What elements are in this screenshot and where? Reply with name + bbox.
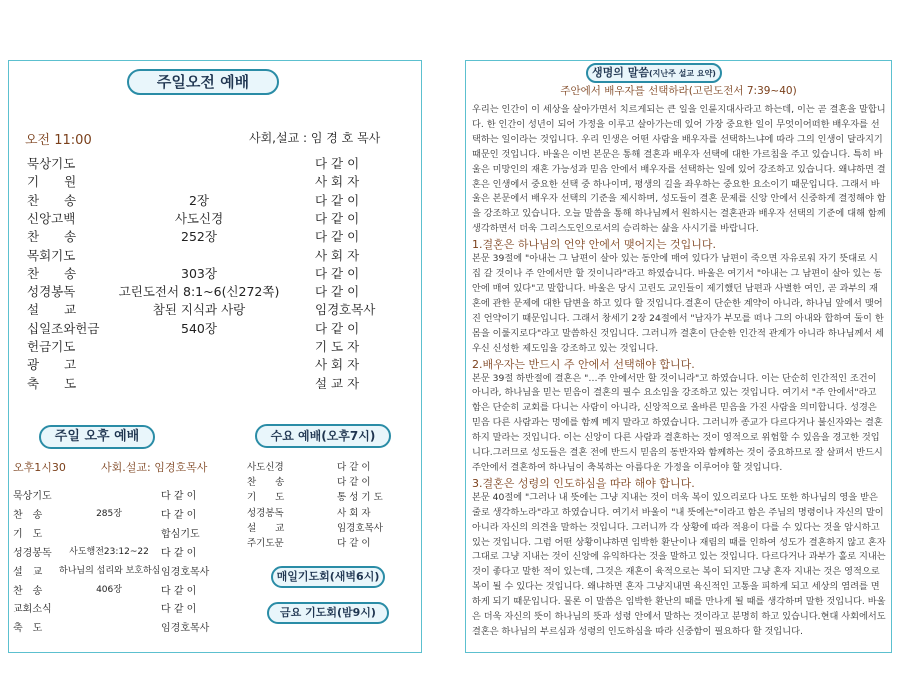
afternoon-time: 오후1시30 bbox=[13, 461, 66, 474]
order-item-label: 사도신경 bbox=[247, 462, 284, 473]
order-item-label: 교회소식 bbox=[13, 604, 52, 616]
order-item-label: 찬 송 bbox=[27, 229, 77, 245]
order-item-detail: 406장 bbox=[96, 584, 122, 595]
afternoon-service-title: 주일 오후 예배 bbox=[39, 425, 155, 449]
order-item-label: 설 교 bbox=[13, 566, 43, 578]
order-item-leader: 임경호목사 bbox=[161, 566, 210, 578]
order-item-leader: 다 같 이 bbox=[161, 604, 197, 616]
order-item-detail: 참된 지식과 사랑 bbox=[152, 302, 246, 318]
order-item-leader: 다 같 이 bbox=[161, 585, 197, 597]
order-item-detail: 고린도전서 8:1~6(신272쪽) bbox=[118, 284, 280, 300]
order-item-leader: 임경호목사 bbox=[337, 522, 383, 534]
order-item-label: 설 교 bbox=[27, 302, 77, 318]
sermon-point-heading: 3.결혼은 성령의 인도하심을 따라 해야 합니다. bbox=[472, 476, 695, 490]
order-item-label: 축 도 bbox=[13, 623, 43, 635]
order-item-leader: 다 같 이 bbox=[315, 192, 360, 208]
morning-time: 오전 11:00 bbox=[25, 133, 92, 148]
wednesday-service-title: 수요 예배(오후7시) bbox=[255, 424, 391, 448]
order-item-leader: 기 도 자 bbox=[315, 339, 360, 354]
order-item-detail: 사도행전23:12~22 bbox=[69, 546, 149, 557]
order-item-leader: 다 같 이 bbox=[315, 320, 360, 336]
order-item-leader: 사 회 자 bbox=[315, 247, 360, 263]
order-item-label: 주기도문 bbox=[247, 538, 284, 549]
sermon-paragraph: 우리는 인간이 이 세상을 살아가면서 치르게되는 큰 일을 인륜지대사라고 하는데, 이는 곧 결혼을 말합니다. 한 인간이 성년이 되어 가정을 이루고 살아가는데 있어 가장 중요한 일이 무엇이어떠한 배우자를 선택하는 일이라는 것입니다. 우리 인생은 어떤 사람을 배우자를 선택하느냐에 따라 그의 인생이 달라지기 때문인 것입니다. 바울은 이번 본문은 통해 결혼과 배우자 선택에 대한 가르침을 주고 있습니다. 특히 바울은 미망인의 재혼 가능성과 믿음 안에서 배우자를 선택하는 일에 있어 강조하고 있습니다. 왜냐하면 결혼은 인생에서 중요한 선택 중 하나이며, 평생의 길을 좌우하는 중요한 요소이기 때문입니다. 그래서 바울은 본문에서 배우자 선택의 기준을 제시하며, 성도들이 결혼 문제를 신앙 안에서 신중하게 결정해야 함을 강조하고 있습니다. 오늘 말씀을 통해 하나님께서 원하시는 결혼관과 배우자 선택의 기준에 대해 함께 생각하면서 더욱 그리스도인으로서의 승리하는 삶을 사시기를 바랍니다. bbox=[472, 104, 886, 235]
sermon-paragraph: 본문 39절 하반절에 결혼은 "…주 안에서만 할 것이니라"고 하였습니다. 이는 단순히 인간적인 조건이 아니라, 하나님을 믿는 믿음이 결혼의 필수 요소임을 강조하고 있는 것입니다. 여기서 "주 안에서"라고 함은 단순히 교회를 다니는 사람이 아니라, 신앙적으로 올바른 믿음을 가진 사람을 의미합니다. 성경은 믿음 다른 사람과는 멍에를 함께 메지 말라고 하였습니다. 그러니까 종교가 다르다거나 불신자와는 결혼하지 말라는 것입니다. 이는 신앙이 다른 사람과 결혼하는 것이 영적으로 위험할 수 있음을 경고한 것입니다.그러므로 성도들은 결혼 전에 반드시 믿음의 동반자와 함께하는 것이 중요하므로 잘 살펴서 반드시 주안에서 결혼하여 하나님이 축복하는 아름다운 가정을 이루어야 할 것입니다. bbox=[472, 372, 883, 473]
order-item-detail: 285장 bbox=[96, 508, 122, 519]
order-item-leader: 사 회 자 bbox=[315, 174, 360, 190]
order-item-leader: 다 같 이 bbox=[161, 509, 197, 521]
order-item-leader: 다 같 이 bbox=[161, 547, 197, 559]
sermon-title: 생명의 말씀 bbox=[592, 66, 649, 79]
order-item-label: 찬 송 bbox=[27, 265, 77, 281]
order-item-leader: 사 회 자 bbox=[337, 507, 371, 519]
worship-order-panel bbox=[8, 60, 422, 653]
order-item-leader: 다 같 이 bbox=[337, 462, 371, 473]
order-item-label: 기 도 bbox=[247, 492, 285, 504]
daily-prayer-badge: 매일기도회(새벽6시) bbox=[271, 566, 385, 588]
order-item-leader: 다 같 이 bbox=[315, 210, 360, 226]
order-item-label: 성경봉독 bbox=[13, 547, 52, 559]
sermon-title-note: (지난주 설교 요약) bbox=[648, 69, 716, 78]
order-item-label: 광 고 bbox=[27, 357, 77, 373]
order-item-leader: 다 같 이 bbox=[315, 156, 360, 171]
order-item-detail: 252장 bbox=[181, 229, 217, 245]
order-item-label: 기 도 bbox=[13, 528, 43, 540]
order-item-leader: 다 같 이 bbox=[337, 538, 371, 549]
sermon-subtitle: 주안에서 배우자를 선택하라(고린도전서 7:39~40) bbox=[560, 85, 797, 97]
order-item-leader: 다 같 이 bbox=[315, 284, 360, 300]
morning-service-title: 주일오전 예배 bbox=[127, 69, 279, 95]
order-item-label: 찬 송 bbox=[27, 192, 77, 208]
order-item-label: 찬 송 bbox=[13, 509, 43, 521]
afternoon-preacher: 사회.설교: 임경호목사 bbox=[101, 461, 208, 474]
order-item-label: 성경봉독 bbox=[247, 507, 284, 519]
order-item-leader: 설 교 자 bbox=[315, 375, 360, 391]
order-item-leader: 임경호목사 bbox=[315, 302, 376, 318]
order-item-leader: 다 같 이 bbox=[337, 477, 371, 489]
order-item-label: 설 교 bbox=[247, 522, 285, 534]
order-item-leader: 다 같 이 bbox=[315, 229, 360, 245]
order-item-leader: 사 회 자 bbox=[315, 357, 360, 373]
order-item-leader: 합심기도 bbox=[161, 528, 200, 540]
order-item-label: 성경봉독 bbox=[27, 284, 76, 300]
order-item-leader: 통 성 기 도 bbox=[337, 492, 383, 504]
friday-prayer-badge: 금요 기도회(밤9시) bbox=[267, 602, 389, 624]
order-item-detail: 하나님의 섭리와 보호하심 bbox=[59, 565, 161, 576]
order-item-label: 묵상기도 bbox=[13, 491, 52, 502]
sermon-title-badge bbox=[586, 63, 722, 83]
order-item-label: 헌금기도 bbox=[27, 339, 76, 354]
order-item-label: 찬 송 bbox=[247, 477, 285, 489]
sermon-point-heading: 2.배우자는 반드시 주 안에서 선택해야 합니다. bbox=[472, 357, 695, 371]
order-item-leader: 다 같 이 bbox=[161, 491, 197, 502]
order-item-label: 축 도 bbox=[27, 375, 77, 391]
order-item-label: 십일조와헌금 bbox=[27, 320, 100, 336]
order-item-label: 묵상기도 bbox=[27, 156, 76, 171]
order-item-label: 목회기도 bbox=[27, 247, 76, 263]
order-item-label: 신앙고백 bbox=[27, 210, 76, 226]
sermon-paragraph: 본문 40절에 "그러나 내 뜻에는 그냥 지내는 것이 더욱 복이 있으리로다 나도 또한 하나님의 영을 받은 줄로 생각하노라"라고 하였습니다. 여기서 바울이 "내 뜻에는"이라고 함은 주님의 명령이나 자신의 말이 아니라 자신의 의견을 말하는 것입니다. 그러니까 각 상황에 따라 적용이 다를 수 있다는 것을 암시하고 있는 것입니다. 그럼 어떤 상황이냐하면 임박한 환난이나 재림의 때를 인하여 성도가 결혼하지 않고 혼자 그대로 그냥 지내는 것이 신앙에 유익하다는 것을 말하고 있는 것입니다. 다르다거나 과부가 홀로 지내는 것이 좋다고 말한 적이 있는데, 그것은 재혼이 육적으로는 복이 되지만 그냥 혼자 지내는 것은 영적으로 복이 될 수 있다는 것입니다. 왜냐하면 혼자 그냥지내면 육신적인 고통을 피하게 되고 세상의 염려를 면하게 되기 때문입니다. 물론 이 말씀은 임박한 환난의 때를 만나게 될 때를 생각하며 말한 것입니다. 바울은 더욱 자신의 뜻이 하나님의 뜻과 성령 안에서 말하는 것이라고 분명히 하고 있습니다.현대 사회에서도 결혼은 하나님의 부르심과 성령의 인도하심을 따라 신중함이 필요하다 할 것입니다. bbox=[472, 491, 886, 637]
sermon-paragraph: 본문 39절에 "아내는 그 남편이 살아 있는 동안에 매여 있다가 남편이 죽으면 자유로워 자기 뜻대로 시집 갈 것이나 주 안에서만 할 것이니라"라고 하였습니다. 바울은 여기서 "아내는 그 남편이 살아 있는 동안에 매여 있다"고 말합니다. 바울은 당시 고린도 교인들이 제기했던 남편과 사별한 여인, 곧 과부의 재혼에 관한 문제에 대한 답변을 하고 있다 할 것입니다.결혼이 단순한 계약이 아니라, 하나님 앞에서 맺어진 언약이기 때문입니다. 그래서 창세기 2장 24절에서 "남자가 부모를 떠나 그의 아내와 합하여 둘이 한 몸을 이룰지로다"라고 말씀하신 것입니다. 그러니까 결혼이 단순한 인간적 관계가 아니라 하나님께서 세우신 신성한 제도임을 강조하고 있는 것입니다. bbox=[472, 253, 885, 354]
order-item-detail: 303장 bbox=[181, 265, 217, 281]
order-item-label: 기 원 bbox=[27, 174, 77, 190]
order-item-detail: 540장 bbox=[181, 320, 217, 336]
order-item-label: 찬 송 bbox=[13, 585, 43, 597]
sermon-point-heading: 1.결혼은 하나님의 언약 안에서 맺어지는 것입니다. bbox=[472, 238, 716, 252]
order-item-leader: 임경호목사 bbox=[161, 623, 210, 635]
order-item-detail: 2장 bbox=[188, 192, 210, 208]
order-item-leader: 다 같 이 bbox=[315, 265, 360, 281]
sermon-panel bbox=[465, 60, 892, 653]
sermon-body bbox=[472, 103, 886, 640]
order-item-detail: 사도신경 bbox=[174, 210, 224, 226]
morning-preacher: 사회,설교 : 임 경 호 목사 bbox=[249, 131, 381, 145]
